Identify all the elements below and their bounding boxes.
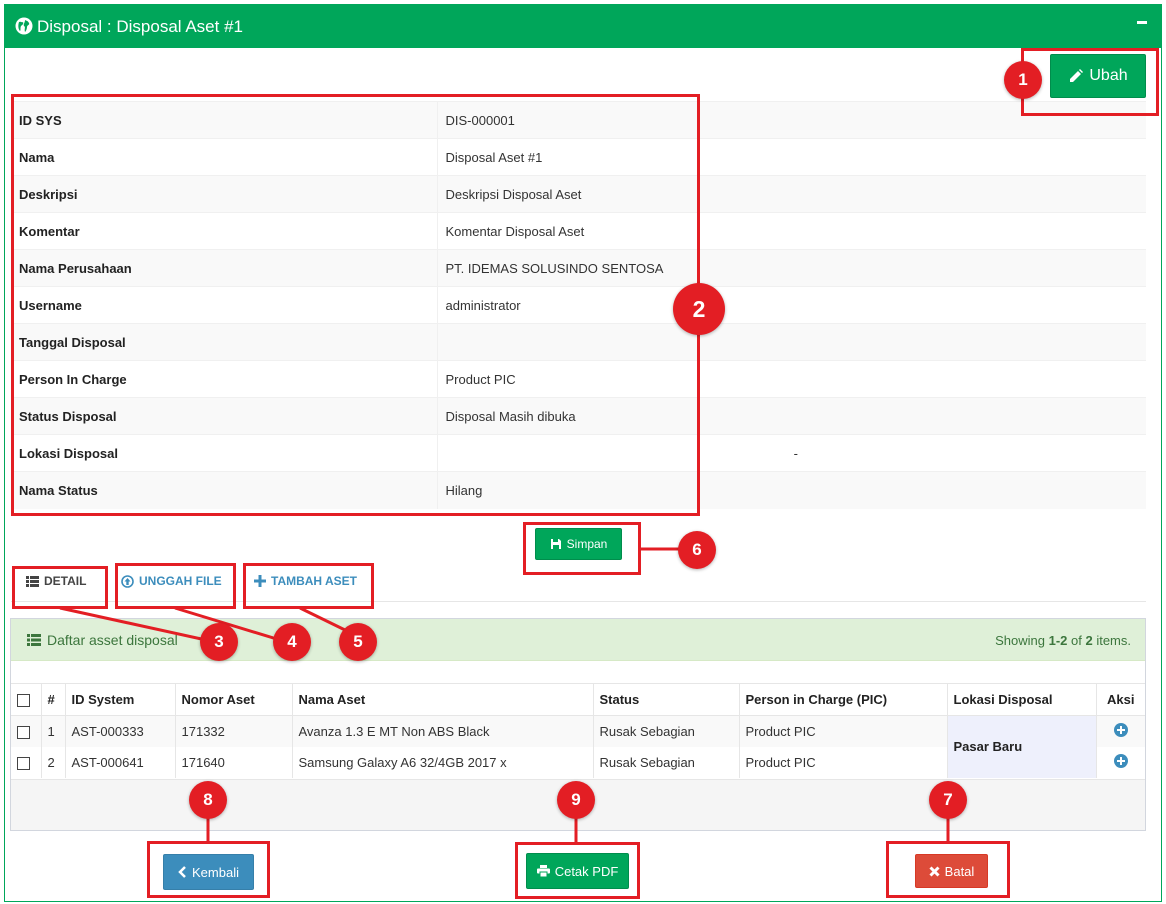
detail-value: Deskripsi Disposal Aset: [437, 176, 1146, 213]
detail-label: Person In Charge: [11, 361, 437, 398]
row-number: 1: [41, 716, 65, 747]
asset-number: 171640: [175, 747, 292, 778]
summary-range: 1-2: [1048, 633, 1068, 648]
detail-value: DIS-000001: [437, 102, 1146, 139]
detail-value: Product PIC: [437, 361, 1146, 398]
column-header: #: [41, 684, 65, 716]
column-header[interactable]: Nama Aset: [292, 684, 593, 716]
summary-prefix: Showing: [995, 633, 1049, 648]
column-header[interactable]: ID System: [65, 684, 175, 716]
disposal-location: Pasar Baru: [947, 716, 1096, 778]
marker-8: 8: [189, 781, 227, 819]
detail-label: Username: [11, 287, 437, 324]
asset-status: Rusak Sebagian: [593, 747, 739, 778]
marker-2: 2: [673, 283, 725, 335]
detail-label: Nama: [11, 139, 437, 176]
detail-label: Nama Perusahaan: [11, 250, 437, 287]
column-header: Aksi: [1096, 684, 1145, 716]
detail-label: Nama Status: [11, 472, 437, 509]
cancel-button-label: Batal: [944, 863, 975, 879]
detail-value: -: [437, 435, 1146, 472]
tab-detail-label: DETAIL: [44, 574, 87, 588]
tab-add-asset-label: TAMBAH ASET: [271, 574, 357, 588]
summary-total: 2: [1085, 633, 1093, 648]
summary-of: of: [1067, 633, 1086, 648]
save-button-label: Simpan: [566, 537, 608, 551]
marker-1: 1: [1004, 61, 1042, 99]
asset-number: 171332: [175, 716, 292, 747]
marker-5: 5: [339, 623, 377, 661]
column-header[interactable]: Person in Charge (PIC): [739, 684, 947, 716]
detail-label: ID SYS: [11, 102, 437, 139]
back-button-label: Kembali: [192, 864, 239, 880]
edit-button-label: Ubah: [1089, 67, 1128, 84]
detail-label: Tanggal Disposal: [11, 324, 437, 361]
marker-4: 4: [273, 623, 311, 661]
detail-label: Deskripsi: [11, 176, 437, 213]
detail-label: Lokasi Disposal: [11, 435, 437, 472]
detail-label: Status Disposal: [11, 398, 437, 435]
detail-value: Hilang: [437, 472, 1146, 509]
asset-name: Avanza 1.3 E MT Non ABS Black: [292, 716, 593, 747]
asset-name: Samsung Galaxy A6 32/4GB 2017 x: [292, 747, 593, 778]
detail-value: administrator: [437, 287, 1146, 324]
detail-value: Komentar Disposal Aset: [437, 213, 1146, 250]
tab-upload-file-label: UNGGAH FILE: [139, 574, 222, 588]
asset-pic: Product PIC: [739, 747, 947, 778]
detail-value: PT. IDEMAS SOLUSINDO SENTOSA: [437, 250, 1146, 287]
panel-title: Disposal : Disposal Aset #1: [37, 17, 243, 36]
asset-id-system: AST-000641: [65, 747, 175, 778]
column-header[interactable]: Lokasi Disposal: [947, 684, 1096, 716]
asset-status: Rusak Sebagian: [593, 716, 739, 747]
row-number: 2: [41, 747, 65, 778]
print-pdf-button-label: Cetak PDF: [554, 863, 619, 879]
asset-list-title-text: Daftar asset disposal: [47, 632, 178, 648]
detail-value: Disposal Aset #1: [437, 139, 1146, 176]
asset-pic: Product PIC: [739, 716, 947, 747]
marker-6: 6: [678, 531, 716, 569]
marker-3: 3: [200, 623, 238, 661]
detail-value: Disposal Masih dibuka: [437, 398, 1146, 435]
summary-suffix: items.: [1092, 633, 1131, 648]
asset-id-system: AST-000333: [65, 716, 175, 747]
detail-label: Komentar: [11, 213, 437, 250]
marker-9: 9: [557, 781, 595, 819]
column-header[interactable]: Status: [593, 684, 739, 716]
marker-7: 7: [929, 781, 967, 819]
column-header[interactable]: Nomor Aset: [175, 684, 292, 716]
